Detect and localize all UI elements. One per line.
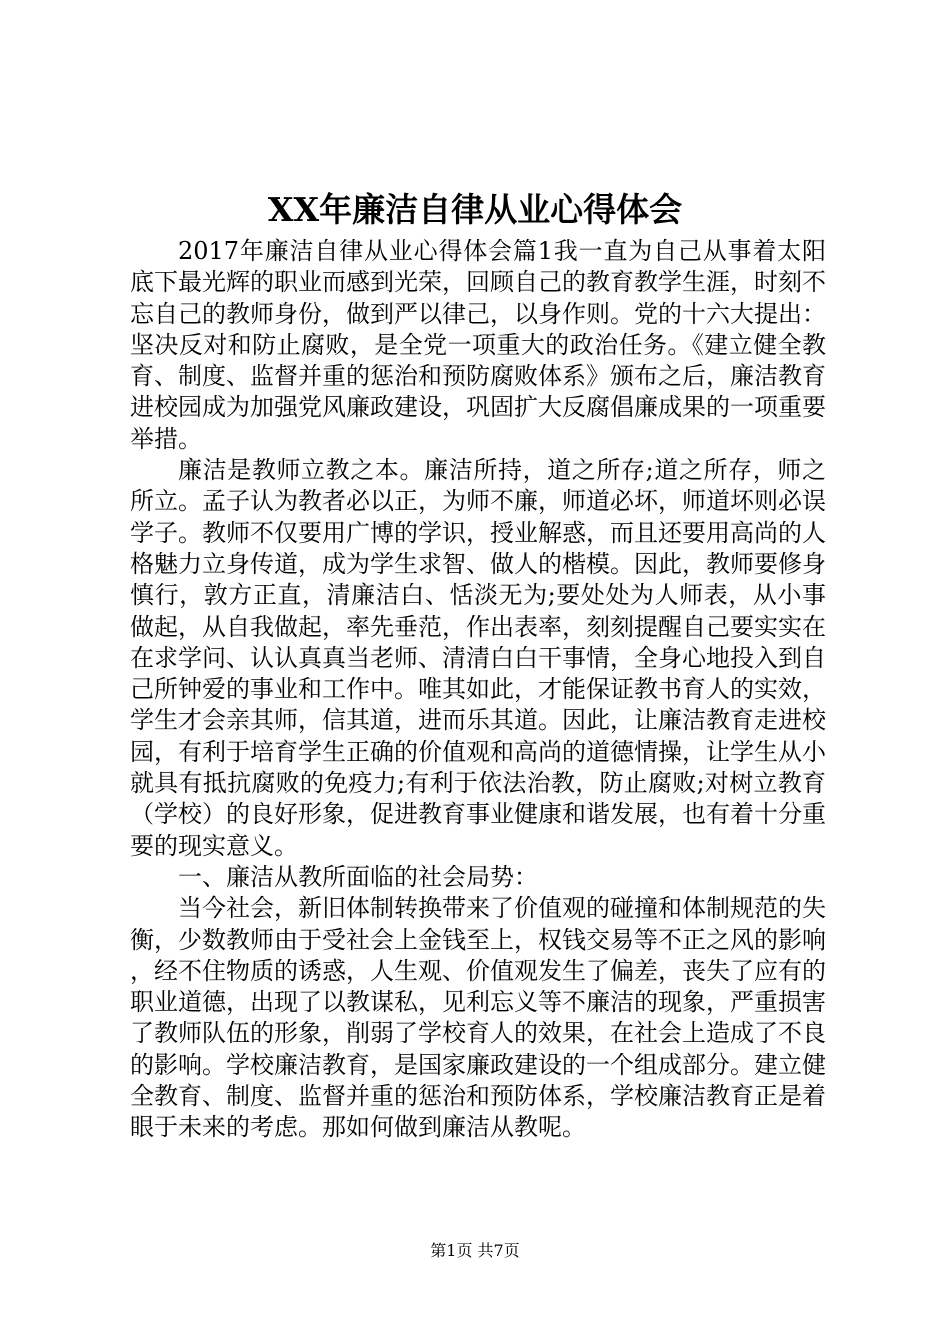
paragraph-social-situation: 当今社会，新旧体制转换带来了价值观的碰撞和体制规范的失衡，少数教师由于受社会上金钱至上，权钱交易等不正之风的影响，经不住物质的诱惑，人生观、价值观发生了偏差，丧失了应有的职业道德，出现了以教谋私，见利忘义等不廉洁的现象，严重损害了教师队伍的形象，削弱了学校育人的效果，在社会上造成了不良的影响。学校廉洁教育，是国家廉政建设的一个组成部分。建立健全教育、制度、监督并重的惩治和预防体系，学校廉洁教育正是着眼于未来的考虑。那如何做到廉洁从教呢。	[130, 894, 826, 1142]
document-body	[130, 236, 826, 1144]
document-title: XX年廉洁自律从业心得体会	[267, 190, 683, 229]
page-footer: 第1页 共7页	[430, 1241, 520, 1260]
paragraph-intro: 2017年廉洁自律从业心得体会篇1我一直为自己从事着太阳底下最光辉的职业而感到光荣，回顾自己的教育教学生涯，时刻不忘自己的教师身份，做到严以律己，以身作则。党的十六大提出：坚决反对和防止腐败，是全党一项重大的政治任务。《建立健全教育、制度、监督并重的惩治和预防腐败体系》颁布之后，廉洁教育进校园成为加强党风廉政建设，巩固扩大反腐倡廉成果的一项重要举措。	[130, 237, 826, 453]
paragraph-integrity-foundation: 廉洁是教师立教之本。廉洁所持，道之所存;道之所存，师之所立。孟子认为教者必以正，为师不廉，师道必坏，师道坏则必误学子。教师不仅要用广博的学识，授业解惑，而且还要用高尚的人格魅力立身传道，成为学生求智、做人的楷模。因此，教师要修身慎行，敦方正直，清廉洁白、恬淡无为;要处处为人师表，从小事做起，从自我做起，率先垂范，作出表率，刻刻提醒自己要实实在在求学问、认认真真当老师、清清白白干事情，全身心地投入到自己所钟爱的事业和工作中。唯其如此，才能保证教书育人的实效，学生才会亲其师，信其道，进而乐其道。因此，让廉洁教育走进校园，有利于培育学生正确的价值观和高尚的道德情操，让学生从小就具有抵抗腐败的免疫力;有利于依法治教，防止腐败;对树立教育（学校）的良好形象，促进教育事业健康和谐发展，也有着十分重要的现实意义。	[130, 456, 826, 860]
section-heading: 一、廉洁从教所面临的社会局势：	[178, 862, 538, 891]
